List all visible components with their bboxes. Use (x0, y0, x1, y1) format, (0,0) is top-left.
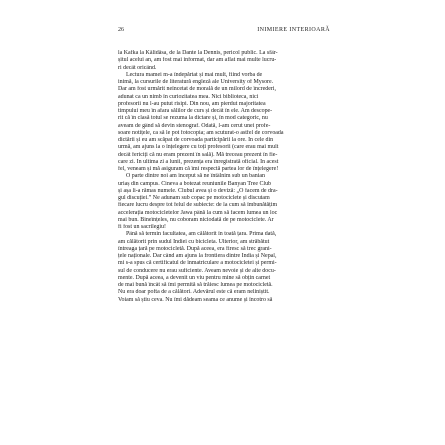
text-line: fi fost un sacrilegiu! (118, 224, 166, 230)
text-line: Nu era doar pofta de a călători. Adevărul este că eram neliniștit. (118, 289, 270, 296)
text-line: dictării și eu am scăpat de corvoada participării la ore. În cele din (118, 137, 274, 143)
text-line: fel, veneam și mă asiguram că îmi respectă partea lor de înțelegere! (118, 166, 279, 172)
text-line: aveam de gând să devin stenograf. Odată, l-am cerut unei profe- (118, 122, 271, 129)
text-line: adunat ca un nimb în curiozitatea mea. Nici biblioteca, nici (118, 93, 259, 100)
text-line: sul de conducere nu erau suficiente. Aveam nevoie și de alte docu- (118, 267, 276, 274)
text-line: mai bun. Bineînțeles, nu coboram niciodată de pe motociclete. Ar (118, 216, 274, 223)
text-line: Dar am fost urmărit neîncetat de morală de un milord de încrederi, (118, 86, 276, 93)
text-line: am călătorit prin sudul Indiei cu bicicleta. Ulterior, am străbătut (118, 238, 270, 245)
page-header (118, 27, 330, 37)
text-line: O parte dintre noi am început să ne întâlnim sub un banian (126, 173, 266, 180)
text-line: și așa li-a rămas numele. Clubul avea și o deviză: „O facem de dra- (118, 187, 278, 194)
page-number: 26 (118, 27, 124, 33)
text-line: care zi. În ultima zi a lunii, prezența era înregistrată oficial. În acest (118, 158, 279, 165)
text-line: accelerația motocicletelor Jawa până la cum să facem lumea un loc (118, 209, 278, 216)
text-line: la Kafka la Kālidāsa, de la Dante la Dennis, pericol public. La sfâr- (118, 50, 278, 56)
text-line: țele naționale. Dar când am ajuns la frontiera dintre India și Nepal, (118, 253, 277, 259)
text-line: întreaga țară pe motocicletă. După aceea, era firesc să trec grani- (118, 245, 272, 252)
text-line: Lectura mamei m-a îndepărtat și mai mult, fiind vorba de (126, 71, 263, 78)
text-line: soare notițele, ca să le pot fotocopia; am scuturat-o astfel de corvoada (118, 129, 284, 136)
text-line: inimă, la cursurile de literatură engleză ale University of Mysore. (118, 79, 274, 85)
text-line: Până să termin facultatea, am călătorit în toată țara. Prima dată, (126, 231, 277, 238)
text-line: urmă, am ajuns la o înțelegere cu toți profesorii (care erau mai mult (118, 144, 279, 151)
text-line: rit că în clasă totul se rezuma la dictare și, în mod categoric, nu (118, 115, 268, 122)
body-text (118, 50, 330, 424)
running-head: INIMIERE INTERIOARĂ (257, 27, 330, 33)
text-line: fiecare lucru despre tot felul de subiecte: de la cum să îmbunătățim (118, 202, 278, 209)
text-line: gul discuției.” Ne adunam sub copac pe motociclete și discutam (118, 195, 270, 201)
text-line: mi s-a spus că certificatul de înmatriculare a motocicletei și permi- (118, 260, 277, 267)
text-line: de mai bună încât să îmi permită să trăiesc lumea pe motocicletă. (118, 282, 273, 288)
text-line: decât fericiți că nu eram prezent în sală). Mă treceau prezent în fie- (118, 151, 278, 158)
text-line: șitul acelui an, am fost mai informat, dar am aflat mai multe lucru- (118, 57, 277, 64)
text-line: mente. După aceea, a devenit un viu pentru mine să obțin carnet (118, 274, 271, 281)
text-line: timpului meu în afara sălilor de curs și decât în ele. Am descope- (118, 108, 273, 114)
text-line: Voiam să știu ceva. Nu îmi dădeam seama ce anume și încotro să (118, 296, 273, 303)
text-line: ri decât oricând. (118, 64, 157, 71)
text-line: profesorii nu l-au putut risipi. Din nou, am pierdut majoritatea (118, 100, 266, 107)
text-line: uriaș din campus. Cineva a botezat reuniunile Banyan Tree Club (118, 180, 272, 187)
